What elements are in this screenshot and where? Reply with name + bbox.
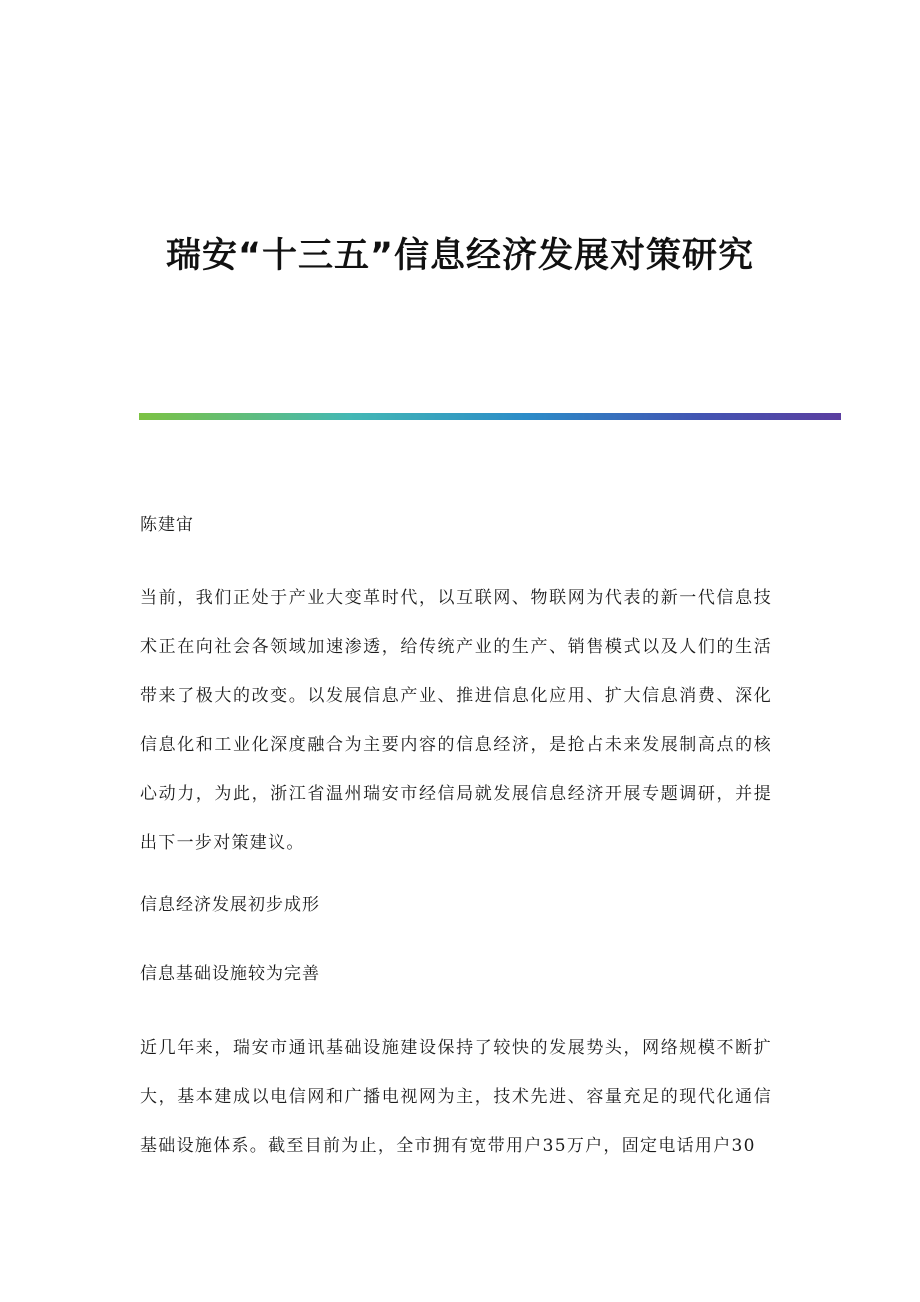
author-name: 陈建宙 — [140, 515, 194, 535]
section-heading-1: 信息经济发展初步成形 — [140, 895, 320, 915]
document-body — [140, 506, 772, 1189]
intro-paragraph: 当前，我们正处于产业大变革时代，以互联网、物联网为代表的新一代信息技术正在向社会各领域加速渗透，给传统产业的生产、销售模式以及人们的生活带来了极大的改变。以发展信息产业、推进信息化应用、扩大信息消费、深化信息化和工业化深度融合为主要内容的信息经济，是抢占未来发展制高点的核心动力，为此，浙江省温州瑞安市经信局就发展信息经济开展专题调研，并提出下一步对策建议。 — [140, 588, 772, 853]
title-divider — [139, 413, 841, 420]
section-heading-2: 信息基础设施较为完善 — [140, 964, 320, 984]
body-paragraph-2: 近几年来，瑞安市通讯基础设施建设保持了较快的发展势头，网络规模不断扩大，基本建成以电信网和广播电视网为主，技术先进、容量充足的现代化通信基础设施体系。截至目前为止，全市拥有宽带用户35万户，固定电话用户30 — [140, 1038, 772, 1156]
document-title: 瑞安“十三五”信息经济发展对策研究 — [165, 236, 754, 276]
